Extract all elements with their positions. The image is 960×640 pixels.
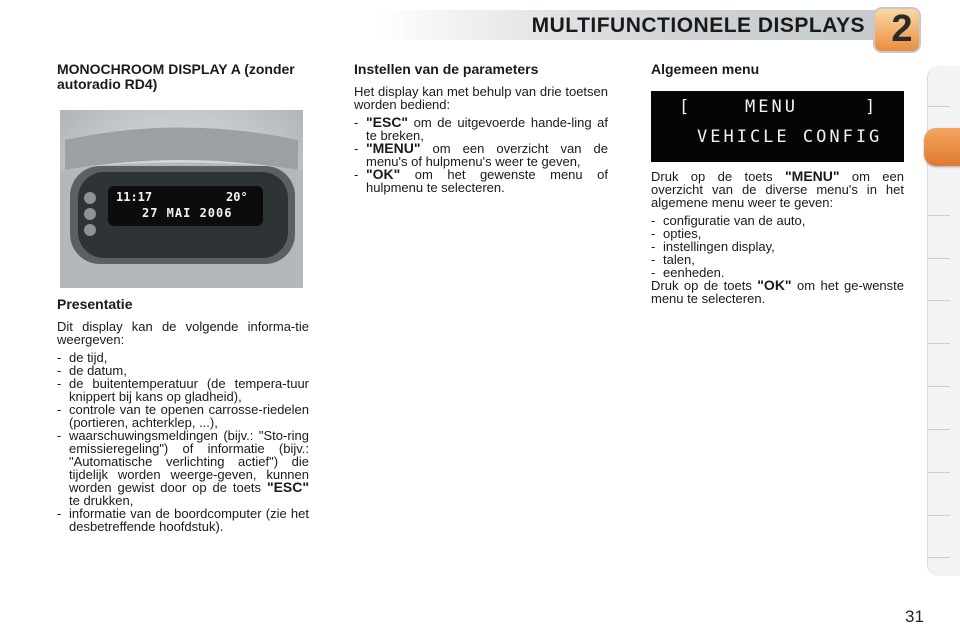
clock-display: [108, 186, 263, 226]
tab-divider: [928, 215, 950, 216]
ok-key-label: "OK": [757, 277, 792, 293]
display-time: 11:17: [116, 190, 153, 204]
page-title: MULTIFUNCTIONELE DISPLAYS: [531, 14, 865, 37]
list-item: - informatie van de boordcomputer (zie het desbetreffende hoofdstuk).: [57, 507, 309, 533]
tab-divider: [928, 515, 950, 516]
display-menu-item: VEHICLE CONFIG: [697, 127, 883, 147]
presentation-list: [57, 351, 309, 533]
column-general-menu: [651, 62, 904, 77]
list-item: - waarschuwingsmeldingen (bijv.: "Sto-ring emissieregeling") of informatie (bijv.: "Automatische verlichting actief") die tijdelijk worden weerge-geven, kunnen worden gewist door op de toets "ESC" te drukken,: [57, 429, 309, 507]
display-date: 27 MAI 2006: [142, 206, 233, 220]
display-temperature: 20°: [226, 190, 248, 204]
list-item: - instellingen display,: [651, 240, 904, 253]
section-heading-monochrome: MONOCHROOM DISPLAY A (zonder autoradio RD4): [57, 61, 295, 92]
list-item: - de tijd,: [57, 351, 309, 364]
menu-display: [651, 91, 904, 162]
display-menu-title: MENU: [745, 97, 798, 117]
tab-divider: [928, 386, 950, 387]
tab-divider: [928, 106, 950, 107]
list-item: - configuratie van de auto,: [651, 214, 904, 227]
column-parameters: [354, 62, 608, 194]
tab-divider: [928, 429, 950, 430]
tab-divider: [928, 343, 950, 344]
tab-divider: [928, 300, 950, 301]
section-heading-general-menu: Algemeen menu: [651, 61, 760, 77]
list-item: - "MENU" om een overzicht van de menu's of hulpmenu's weer te geven,: [354, 142, 608, 168]
esc-key-label: "ESC": [366, 114, 409, 130]
presentation-heading: Presentatie: [57, 296, 133, 312]
display-bracket-left: [: [679, 97, 693, 117]
menu-key-label: "MENU": [785, 168, 840, 184]
esc-key-label: "ESC": [266, 479, 309, 495]
list-item: - de buitentemperatuur (de tempera-tuur knippert bij kans op gladheid),: [57, 377, 309, 403]
tab-divider: [928, 472, 950, 473]
ok-key-label: "OK": [366, 166, 401, 182]
list-item: - "OK" om het gewenste menu of hulpmenu te selecteren.: [354, 168, 608, 194]
general-menu-text: [651, 170, 904, 305]
list-item: - de datum,: [57, 364, 309, 377]
list-item: - opties,: [651, 227, 904, 240]
tab-divider: [928, 557, 950, 558]
display-bracket-right: ]: [865, 97, 879, 117]
menu-key-label: "MENU": [366, 140, 421, 156]
parameters-intro: Het display kan met behulp van drie toetsen worden bediend:: [354, 84, 608, 112]
list-item: - talen,: [651, 253, 904, 266]
column-monochrome-display: [57, 62, 309, 92]
menu-list: [651, 214, 904, 279]
section-heading-parameters: Instellen van de parameters: [354, 61, 539, 77]
presentation-intro: Dit display kan de volgende informa-tie weergeven:: [57, 319, 309, 347]
key-list: [354, 116, 608, 194]
active-chapter-tab[interactable]: [924, 128, 960, 166]
list-item: - eenheden.: [651, 266, 904, 279]
tab-divider: [928, 258, 950, 259]
list-item: - controle van te openen carrosse-riedelen (portieren, achterklep, ...),: [57, 403, 309, 429]
general-menu-outro: Druk op de toets "OK" om het ge-wenste menu te selecteren.: [651, 277, 904, 306]
presentation-section: [57, 297, 309, 533]
chapter-number: 2: [891, 8, 913, 50]
list-item: - "ESC" om de uitgevoerde hande-ling af te breken,: [354, 116, 608, 142]
page-number: 31: [905, 607, 924, 626]
general-menu-intro: Druk op de toets "MENU" om een overzicht van de diverse menu's in het algemene menu weer te geven:: [651, 168, 904, 210]
